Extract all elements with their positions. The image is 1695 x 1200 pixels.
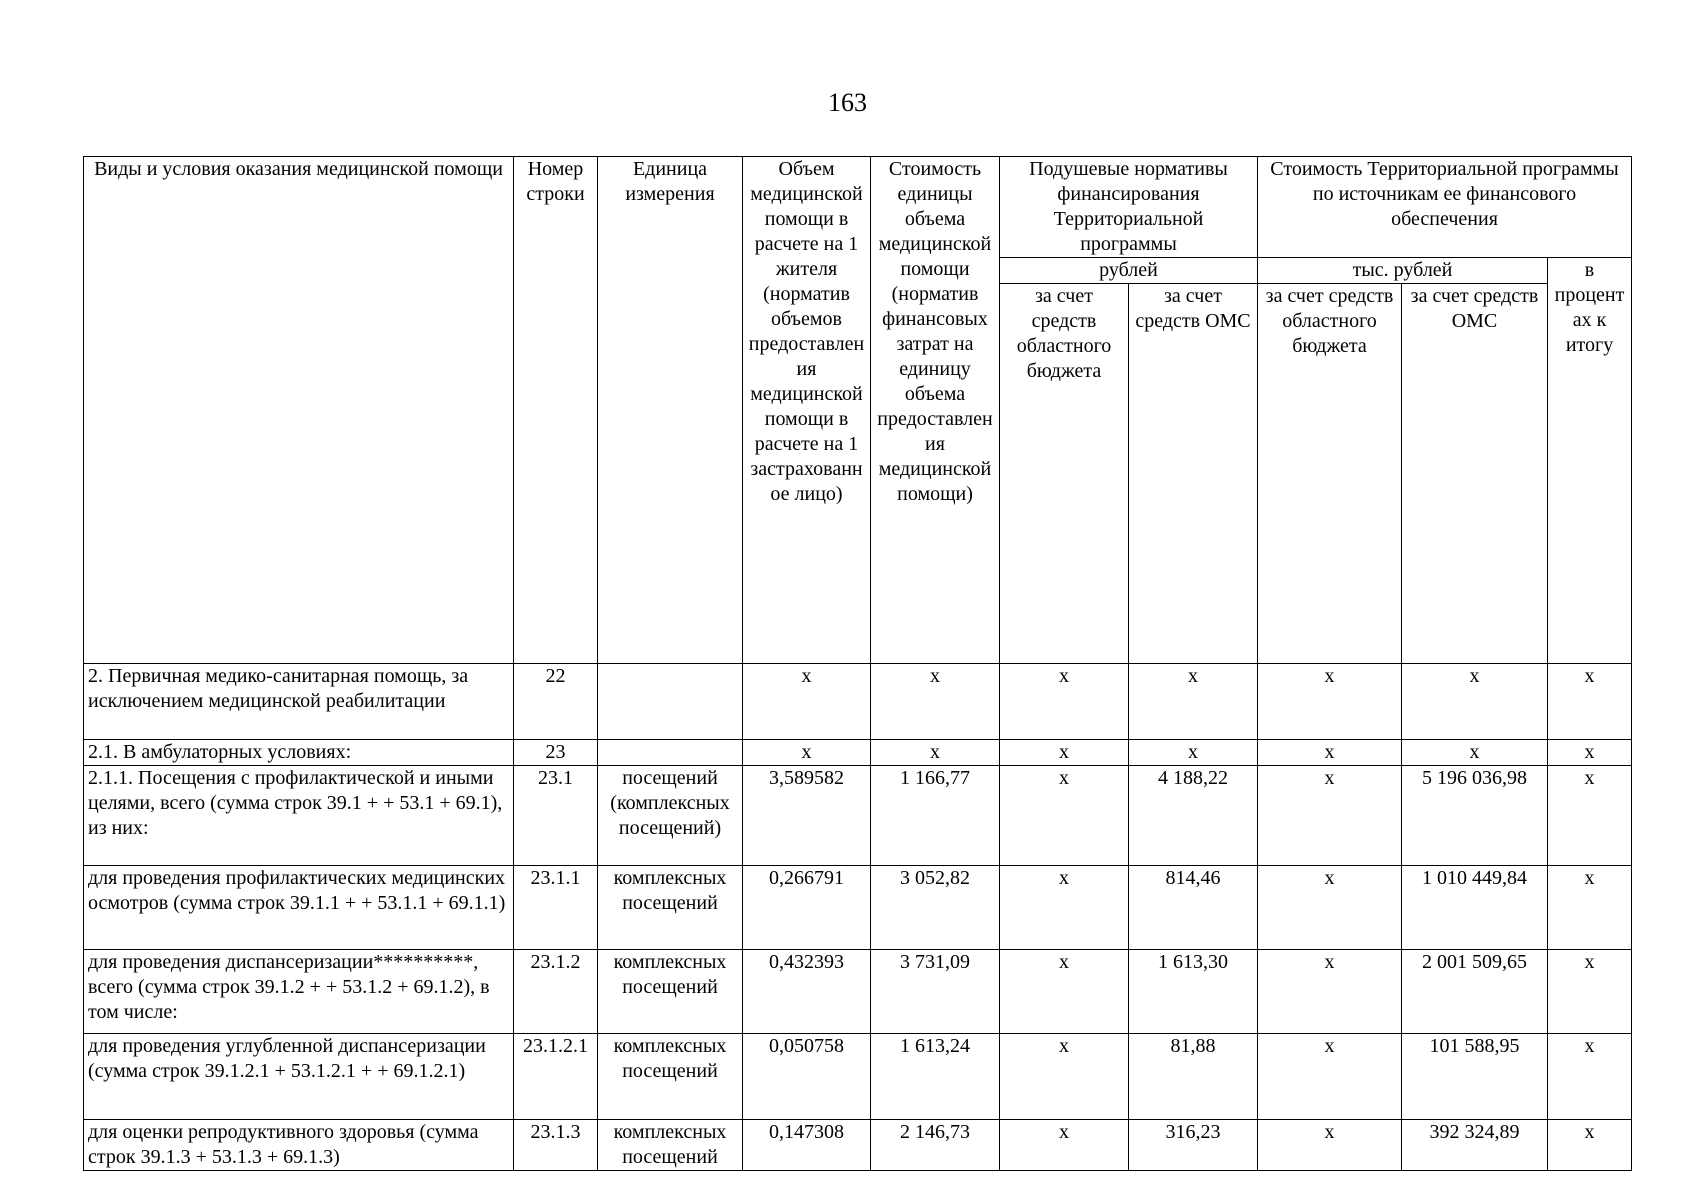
row-tc-oms: х [1402, 664, 1548, 740]
row-pc-oms: х [1129, 664, 1258, 740]
row-number: 23.1.2.1 [514, 1034, 598, 1120]
row-name: 2.1.1. Посещения с профилактической и иными целями, всего (сумма строк 39.1 + + 53.1 + 69.1), из них: [84, 766, 514, 866]
row-pc-oms: х [1129, 740, 1258, 766]
row-cost: 2 146,73 [871, 1120, 1000, 1171]
row-pc-oms: 4 188,22 [1129, 766, 1258, 866]
table-row [84, 866, 1632, 950]
row-pct: х [1548, 664, 1632, 740]
page-number: 163 [828, 88, 867, 117]
row-number: 23.1 [514, 766, 598, 866]
row-unit [598, 740, 743, 766]
row-name: для оценки репродуктивного здоровья (сумма строк 39.1.3 + 53.1.3 + 69.1.3) [84, 1120, 514, 1171]
header-thous-rub: тыс. рублей [1258, 258, 1548, 284]
row-cost: 3 052,82 [871, 866, 1000, 950]
table-row [84, 950, 1632, 1034]
row-volume: 0,147308 [743, 1120, 871, 1171]
row-name: для проведения профилактических медицинских осмотров (сумма строк 39.1.1 + + 53.1.1 + 69.1.1) [84, 866, 514, 950]
row-pc-oms: 814,46 [1129, 866, 1258, 950]
row-tc-oms: х [1402, 740, 1548, 766]
row-tc-oms: 1 010 449,84 [1402, 866, 1548, 950]
row-pc-budget: х [1000, 1034, 1129, 1120]
header-type: Виды и условия оказания медицинской помощи [84, 157, 514, 664]
row-volume: х [743, 740, 871, 766]
row-number: 23.1.2 [514, 950, 598, 1034]
table-row [84, 740, 1632, 766]
row-name: для проведения углубленной диспансеризации (сумма строк 39.1.2.1 + 53.1.2.1 + + 69.1.2.1) [84, 1034, 514, 1120]
row-pc-budget: х [1000, 866, 1129, 950]
header-unit: Единица измерения [598, 157, 743, 664]
row-tc-budget: х [1258, 740, 1402, 766]
row-cost: 3 731,09 [871, 950, 1000, 1034]
row-pct: х [1548, 1034, 1632, 1120]
row-pc-budget: х [1000, 766, 1129, 866]
header-cost: Стоимость единицы объема медицинской помощи (норматив финансовых затрат на единицу объема предоставления медицинской помощи) [871, 157, 1000, 664]
row-cost: 1 166,77 [871, 766, 1000, 866]
row-tc-oms: 392 324,89 [1402, 1120, 1548, 1171]
row-number: 23.1.3 [514, 1120, 598, 1171]
row-pc-budget: х [1000, 950, 1129, 1034]
row-number: 23 [514, 740, 598, 766]
row-cost: х [871, 740, 1000, 766]
row-pct: х [1548, 866, 1632, 950]
row-tc-oms: 2 001 509,65 [1402, 950, 1548, 1034]
header-per-capita: Подушевые нормативы финансирования Территориальной программы [1000, 157, 1258, 258]
table-row [84, 1034, 1632, 1120]
medical-care-table [83, 156, 1632, 1171]
row-volume: 0,432393 [743, 950, 871, 1034]
row-pc-oms: 81,88 [1129, 1034, 1258, 1120]
row-unit: комплексных посещений [598, 1120, 743, 1171]
row-tc-budget: х [1258, 664, 1402, 740]
row-pc-oms: 316,23 [1129, 1120, 1258, 1171]
header-percent: в процентах к итогу [1548, 258, 1632, 664]
row-name: 2.1. В амбулаторных условиях: [84, 740, 514, 766]
row-tc-oms: 5 196 036,98 [1402, 766, 1548, 866]
header-program-cost: Стоимость Территориальной программы по источникам ее финансового обеспечения [1258, 157, 1632, 258]
row-name: 2. Первичная медико-санитарная помощь, за исключением медицинской реабилитации [84, 664, 514, 740]
header-row-number: Номер строки [514, 157, 598, 664]
row-tc-oms: 101 588,95 [1402, 1034, 1548, 1120]
row-name: для проведения диспансеризации**********, всего (сумма строк 39.1.2 + + 53.1.2 + 69.1.2), в том числе: [84, 950, 514, 1034]
row-unit: посещений (комплексных посещений) [598, 766, 743, 866]
row-pc-budget: х [1000, 1120, 1129, 1171]
row-number: 22 [514, 664, 598, 740]
row-tc-budget: х [1258, 1034, 1402, 1120]
header-pc-regional-budget: за счет средств областного бюджета [1000, 284, 1129, 664]
row-tc-budget: х [1258, 1120, 1402, 1171]
row-volume: х [743, 664, 871, 740]
row-volume: 0,050758 [743, 1034, 871, 1120]
table-row [84, 766, 1632, 866]
row-cost: 1 613,24 [871, 1034, 1000, 1120]
row-unit: комплексных посещений [598, 866, 743, 950]
row-unit: комплексных посещений [598, 1034, 743, 1120]
header-volume: Объем медицинской помощи в расчете на 1 жителя (норматив объемов предоставления медицинской помощи в расчете на 1 застрахованное лицо) [743, 157, 871, 664]
row-tc-budget: х [1258, 866, 1402, 950]
row-pc-budget: х [1000, 664, 1129, 740]
row-pct: х [1548, 740, 1632, 766]
row-number: 23.1.1 [514, 866, 598, 950]
header-tc-oms: за счет средств ОМС [1402, 284, 1548, 664]
table-row [84, 1120, 1632, 1171]
header-rub: рублей [1000, 258, 1258, 284]
row-pc-oms: 1 613,30 [1129, 950, 1258, 1034]
row-pct: х [1548, 1120, 1632, 1171]
row-tc-budget: х [1258, 766, 1402, 866]
row-pct: х [1548, 950, 1632, 1034]
row-volume: 0,266791 [743, 866, 871, 950]
header-tc-regional-budget: за счет средств областного бюджета [1258, 284, 1402, 664]
row-tc-budget: х [1258, 950, 1402, 1034]
header-pc-oms: за счет средств ОМС [1129, 284, 1258, 664]
row-pc-budget: х [1000, 740, 1129, 766]
row-cost: х [871, 664, 1000, 740]
row-pct: х [1548, 766, 1632, 866]
row-unit [598, 664, 743, 740]
table-row [84, 664, 1632, 740]
row-unit: комплексных посещений [598, 950, 743, 1034]
row-volume: 3,589582 [743, 766, 871, 866]
